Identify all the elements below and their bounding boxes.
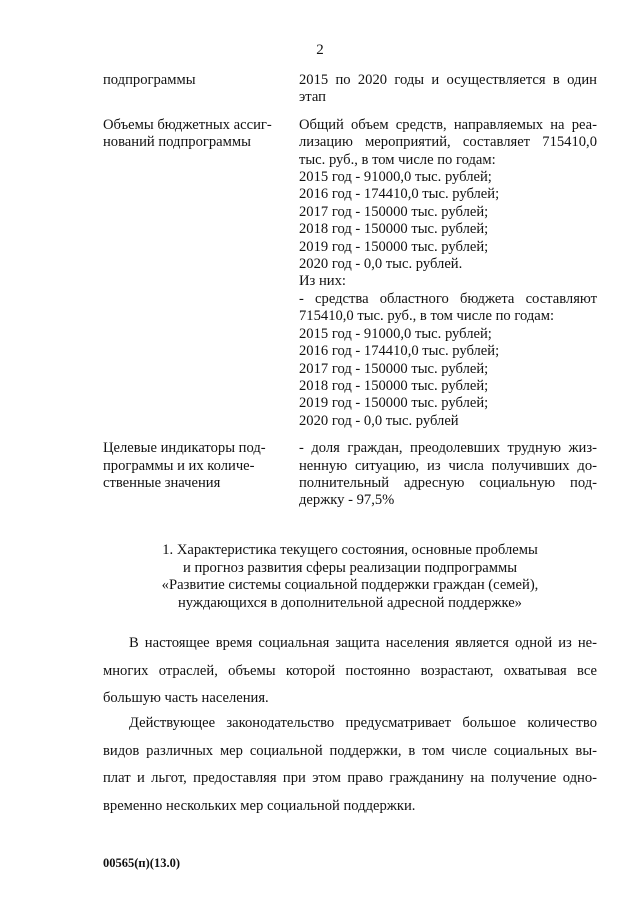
value-line: 2018 год - 150000 тыс. рублей; xyxy=(299,377,489,394)
paragraph-line: В настоящее время социальная защита населения является одной из не- xyxy=(129,635,597,651)
value-line: лизацию мероприятий, составляет 715410,0 xyxy=(299,134,597,151)
value-line: Из них: xyxy=(299,273,346,290)
value-line: 2019 год - 150000 тыс. рублей; xyxy=(299,395,489,412)
value-line: держку - 97,5% xyxy=(299,492,395,509)
label-line: нований подпрограммы xyxy=(103,134,251,151)
section-title-line: и прогноз развития сферы реализации подпрограммы xyxy=(182,559,518,576)
value-line: 2017 год - 150000 тыс. рублей; xyxy=(299,203,489,220)
value-line: - средства областного бюджета составляют xyxy=(299,290,597,307)
value-line: 2019 год - 150000 тыс. рублей; xyxy=(299,238,489,255)
label-line: Целевые индикаторы под- xyxy=(103,440,266,457)
passport-value xyxy=(299,107,597,430)
value-line: 2018 год - 150000 тыс. рублей; xyxy=(299,221,489,238)
subprogram-passport-table xyxy=(103,72,597,510)
value-line: 2020 год - 0,0 тыс. рублей. xyxy=(299,256,463,273)
paragraph-line: большую часть населения. xyxy=(103,690,269,706)
value-line: - доля граждан, преодолевших трудную жиз- xyxy=(299,440,597,457)
section-title-line: «Развитие системы социальной поддержки граждан (семей), xyxy=(161,577,539,594)
passport-label xyxy=(103,72,299,107)
passport-value xyxy=(299,72,597,107)
value-line: 2020 год - 0,0 тыс. рублей xyxy=(299,412,459,429)
label-line: подпрограммы xyxy=(103,72,196,88)
value-line: полнительный адресную социальную под- xyxy=(299,474,597,491)
paragraph-line: плат и льгот, предоставляя при этом право гражданину на получение одно- xyxy=(103,770,597,786)
paragraph-line: Действующее законодательство предусматривает большое количество xyxy=(129,715,597,731)
value-line: 2015 по 2020 годы и осуществляется в один xyxy=(299,72,597,88)
value-line: тыс. руб., в том числе по годам: xyxy=(299,151,496,168)
value-line: 2017 год - 150000 тыс. рублей; xyxy=(299,360,489,377)
paragraph-1 xyxy=(103,630,597,713)
value-line: 2015 год - 91000,0 тыс. рублей; xyxy=(299,325,492,342)
value-line: 2016 год - 174410,0 тыс. рублей; xyxy=(299,186,500,203)
label-line: программы и их количе- xyxy=(103,457,255,474)
value-line: этап xyxy=(299,89,326,106)
section-title xyxy=(103,542,597,612)
passport-row-period xyxy=(103,72,597,107)
value-line: 715410,0 тыс. руб., в том числе по годам: xyxy=(299,308,555,325)
passport-row-budget xyxy=(103,107,597,430)
paragraph-line: многих отраслей, объемы которой постоянно возрастают, охватывая все xyxy=(103,662,597,679)
section-title-line: нуждающихся в дополнительной адресной поддержке» xyxy=(178,594,522,611)
page-number: 2 xyxy=(316,42,324,58)
passport-label xyxy=(103,107,299,430)
paragraph-line: временно нескольких мер социальной поддержки. xyxy=(103,797,416,814)
passport-value xyxy=(299,430,597,510)
passport-row-indicators xyxy=(103,430,597,510)
section-title-line: 1. Характеристика текущего состояния, основные проблемы xyxy=(162,542,538,558)
value-line: 2015 год - 91000,0 тыс. рублей; xyxy=(299,169,492,186)
passport-label xyxy=(103,430,299,510)
document-code: 00565(п)(13.0) xyxy=(103,856,180,870)
paragraph-2 xyxy=(103,710,597,820)
paragraph-line: видов различных мер социальной поддержки, в том числе социальных вы- xyxy=(103,742,597,759)
value-line: ненную ситуацию, из числа получивших до- xyxy=(299,457,597,474)
label-line: ственные значения xyxy=(103,474,221,491)
value-line: Общий объем средств, направляемых на реа- xyxy=(299,116,597,133)
label-line: Объемы бюджетных ассиг- xyxy=(103,116,272,133)
value-line: 2016 год - 174410,0 тыс. рублей; xyxy=(299,343,500,360)
